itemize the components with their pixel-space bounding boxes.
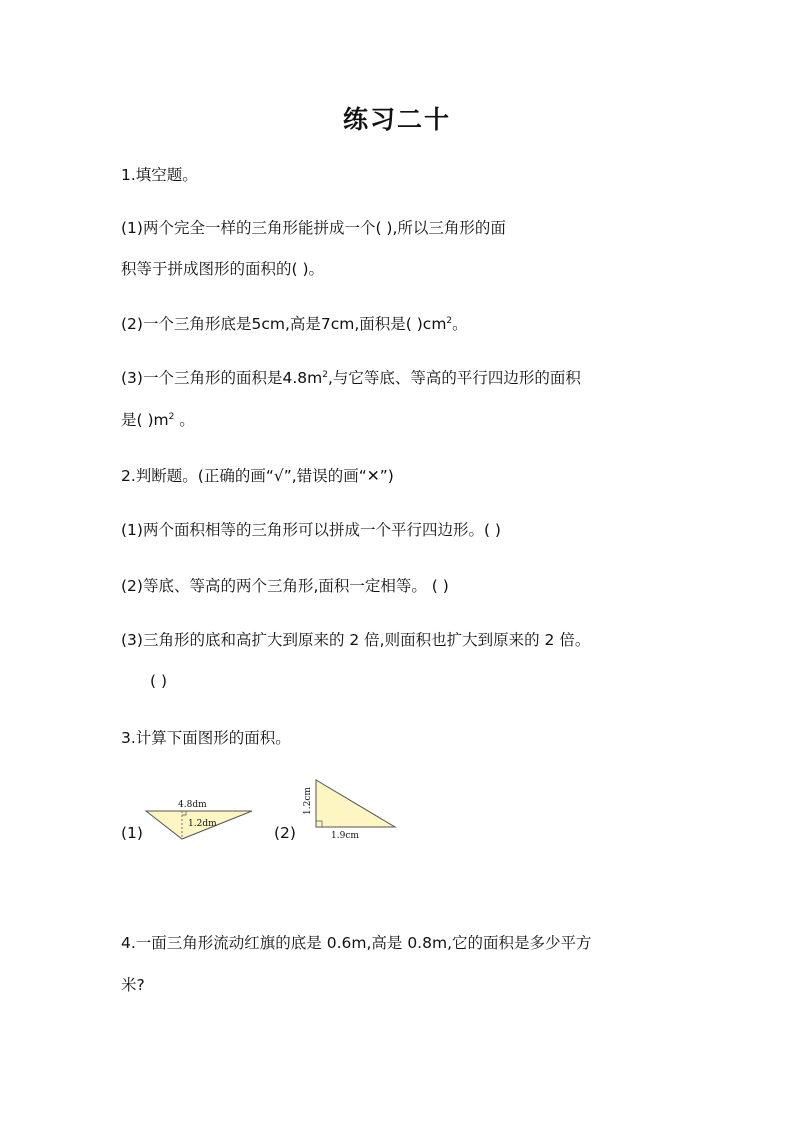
q3-line1-sup: 2 <box>322 369 328 380</box>
figure2-height-label: 1.2cm <box>303 787 313 815</box>
figure1-triangle <box>140 795 260 845</box>
section4-line2: 米? <box>121 976 145 994</box>
figure1-height-label: 1.2dm <box>188 819 217 829</box>
section2-q3: (3)三角形的底和高扩大到原来的 2 倍,则面积也扩大到原来的 2 倍。 <box>121 631 591 649</box>
section2-heading: 2.判断题。(正确的画“√”,错误的画“✕”) <box>121 467 394 485</box>
q3-line1-a: (3)一个三角形的面积是4.8m <box>121 369 323 387</box>
figure2-shape <box>316 780 395 827</box>
section1-q2 <box>121 314 468 334</box>
figure1-base-label: 4.8dm <box>178 800 207 810</box>
q3-line1-b: ,与它等底、等高的平行四边形的面积 <box>327 369 581 387</box>
section1-q3-line2 <box>121 410 195 430</box>
section2-q3-paren: ( ) <box>150 672 168 690</box>
section4-line1: 4.一面三角形流动红旗的底是 0.6m,高是 0.8m,它的面积是多少平方 <box>121 934 592 952</box>
figure2-base-label: 1.9cm <box>331 831 359 841</box>
q3-line2-a: 是( )m <box>121 411 169 429</box>
section3-heading: 3.计算下面图形的面积。 <box>121 729 291 747</box>
q3-line2-sup: 2 <box>168 411 175 422</box>
section1-q3-line1 <box>121 368 581 388</box>
q2-text: (2)一个三角形底是5cm,高是7cm,面积是( )cm <box>121 315 447 333</box>
section1-q1-line1: (1)两个完全一样的三角形能拼成一个( ),所以三角形的面 <box>121 219 506 237</box>
figure1-label: (1) <box>121 824 143 842</box>
section1-q1-line2: 积等于拼成图形的面积的( )。 <box>121 260 325 278</box>
figure2-label: (2) <box>274 824 296 842</box>
page-title: 练习二十 <box>342 105 451 134</box>
section1-heading: 1.填空题。 <box>121 166 198 184</box>
section2-q2: (2)等底、等高的两个三角形,面积一定相等。 ( ) <box>121 577 449 595</box>
section2-q1: (1)两个面积相等的三角形可以拼成一个平行四边形。( ) <box>121 521 501 539</box>
q3-line2-b: 。 <box>174 411 195 429</box>
q2-tail: 。 <box>452 315 468 333</box>
q2-sup: 2 <box>446 315 453 326</box>
figure2-triangle <box>295 775 405 845</box>
